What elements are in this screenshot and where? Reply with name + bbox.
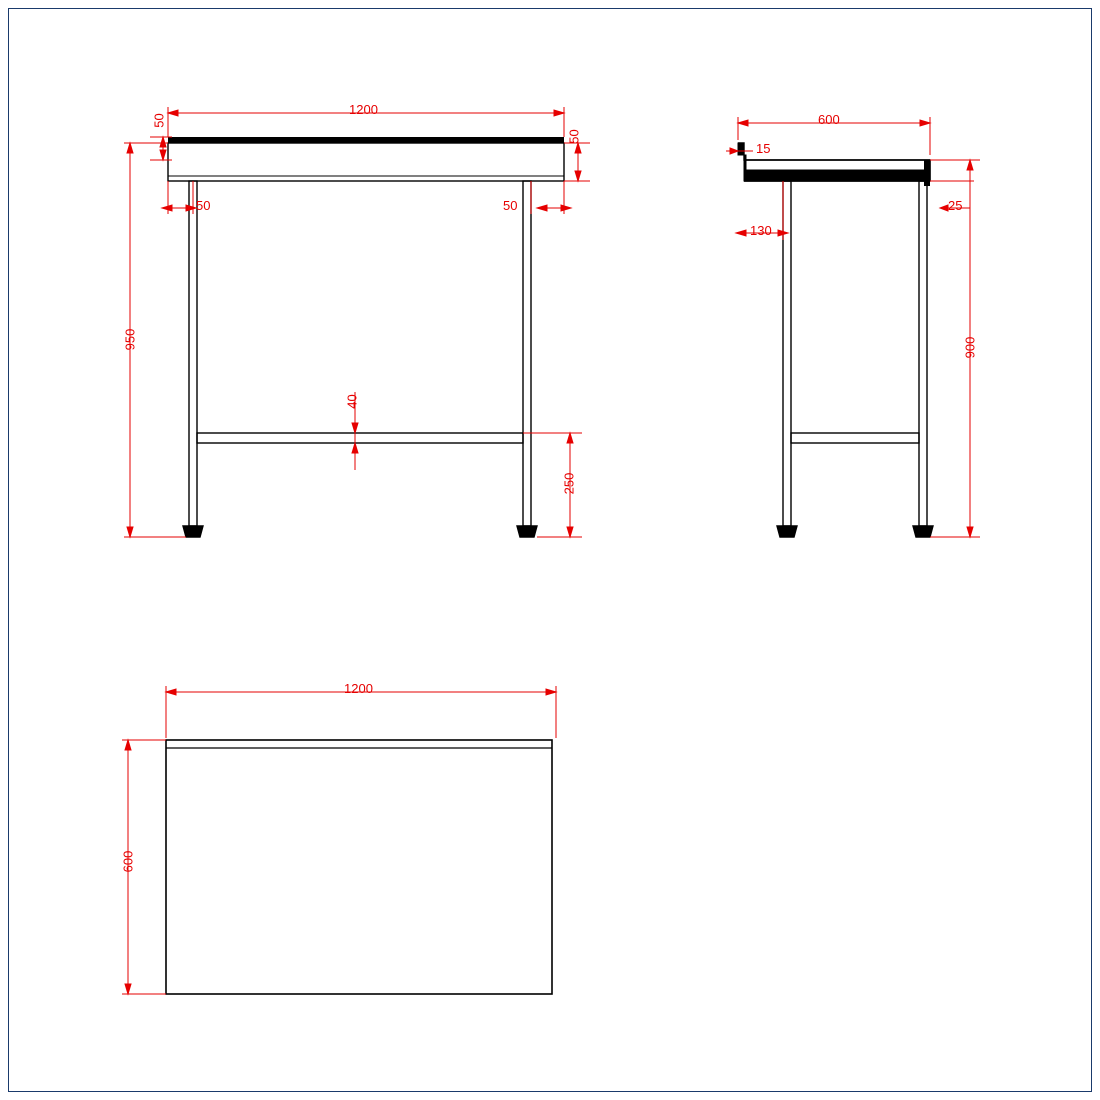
dim-front-top-thickness: 50 xyxy=(566,129,582,144)
plan-view xyxy=(0,650,620,1050)
dim-side-working-height: 900 xyxy=(962,336,978,359)
front-elevation-geometry xyxy=(0,0,620,570)
dim-front-leg-inset-right: 50 xyxy=(503,198,518,213)
dim-side-front-edge: 25 xyxy=(948,198,963,213)
dim-front-upstand-left: 50 xyxy=(151,113,167,128)
dim-plan-depth: 600 xyxy=(120,850,136,873)
dim-front-overall-height: 950 xyxy=(122,328,138,351)
plan-view-geometry xyxy=(0,650,620,1050)
side-elevation-geometry xyxy=(640,0,1040,570)
dim-plan-width: 1200 xyxy=(344,681,373,696)
dim-front-top-width: 1200 xyxy=(349,102,378,117)
front-elevation-view xyxy=(0,0,620,570)
dim-side-upstand-thickness: 15 xyxy=(756,141,771,156)
dim-front-rail-height: 250 xyxy=(561,472,577,495)
dim-side-depth: 600 xyxy=(818,112,840,127)
dim-front-rail-thickness: 40 xyxy=(344,394,360,409)
dim-side-leg-inset: 130 xyxy=(750,223,772,238)
dim-front-leg-inset-left: 50 xyxy=(196,198,211,213)
side-elevation-view xyxy=(640,0,1040,570)
